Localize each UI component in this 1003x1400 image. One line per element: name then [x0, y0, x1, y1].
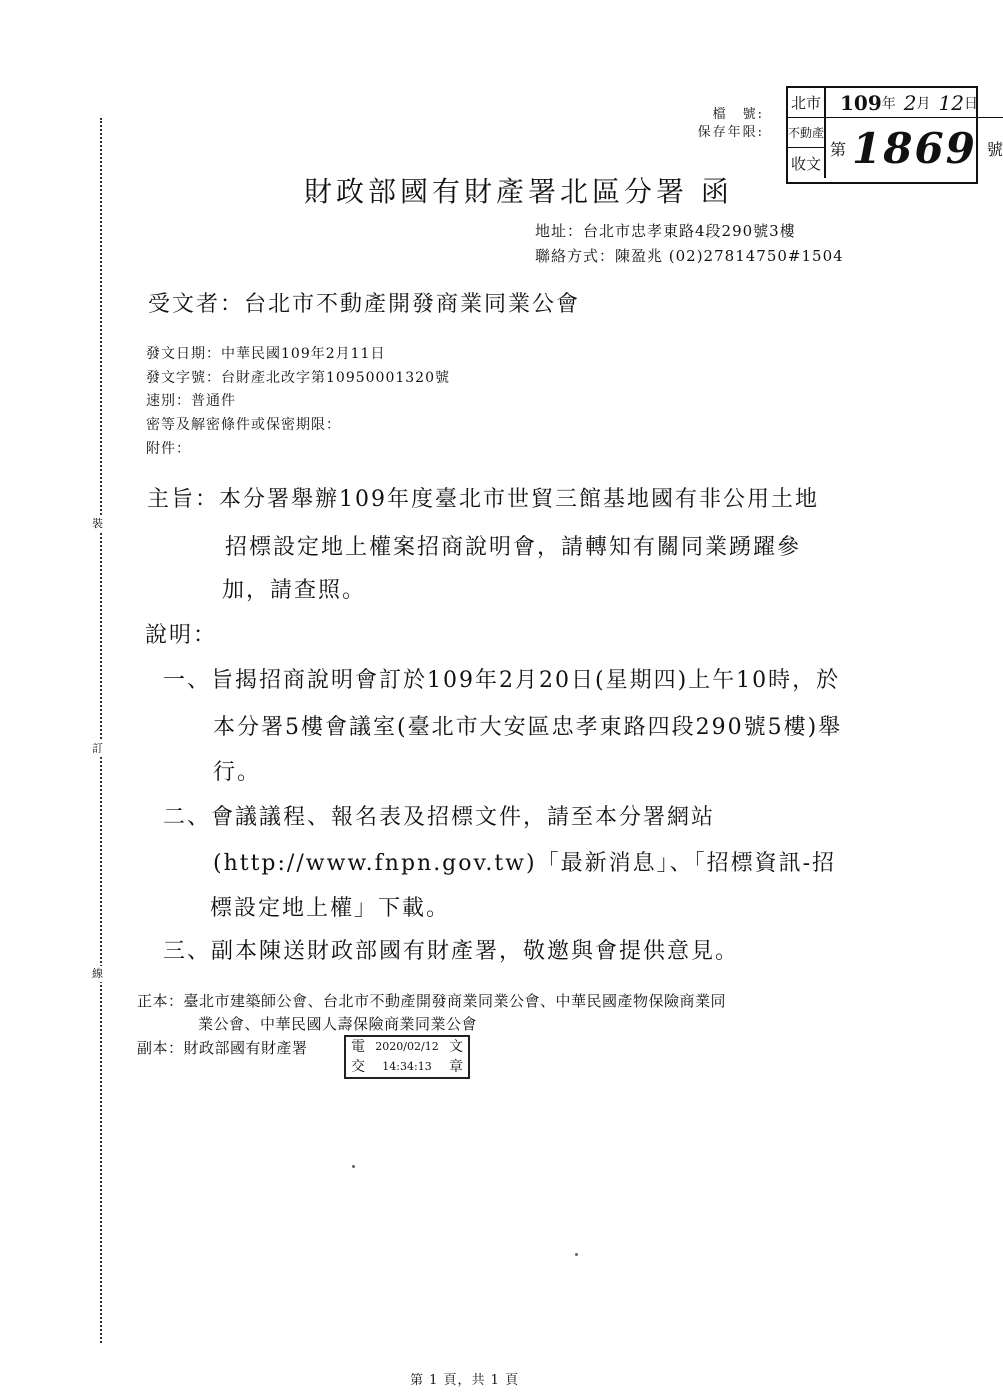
item-2-line-1: 二、會議議程、報名表及招標文件，請至本分署網站 — [163, 805, 716, 830]
subject-line-3: 加，請查照。 — [222, 578, 367, 603]
document-number: 發文字號：台財產北改字第10950001320號 — [146, 370, 450, 386]
copy-recipients: 副本：財政部國有財產署 — [137, 1039, 308, 1057]
item-1-line-3: 行。 — [213, 760, 262, 785]
document-title: 財政部國有財產署北區分署 函 — [304, 175, 733, 208]
stamp-number: 第 1869 號 — [830, 123, 1003, 173]
file-number-label: 檔 號: — [712, 107, 764, 122]
stamp-handwritten-number: 1869 — [852, 123, 977, 173]
secrecy-level: 密等及解密條件或保密期限： — [146, 417, 341, 433]
item-3-line-1: 三、副本陳送財政部國有財產署，敬邀與會提供意見。 — [163, 939, 740, 964]
item-1-line-1: 一、旨揭招商說明會訂於109年2月20日(星期四)上午10時，於 — [163, 668, 841, 693]
item-2-line-2: (http://www.fnpn.gov.tw)「最新消息」、「招標資訊-招 — [213, 851, 837, 876]
item-1-line-2: 本分署5樓會議室(臺北市大安區忠孝東路四段290號5樓)舉 — [213, 715, 843, 740]
recipient: 受文者：台北市不動產開發商業同業公會 — [148, 292, 581, 317]
stamp-org-top: 北市 — [788, 88, 826, 118]
file-meta — [678, 106, 764, 142]
binding-dotted-line — [100, 118, 102, 1343]
electronic-exchange-seal: 電 2020/02/12 文 交 14:34:13 章 — [344, 1035, 470, 1079]
scan-speck — [575, 1253, 578, 1256]
retention-label: 保存年限: — [697, 125, 764, 140]
binding-mark-zhuang: 裝 — [92, 517, 103, 530]
original-recipients-line-1: 正本：臺北市建築師公會、台北市不動產開發商業同業公會、中華民國產物保險商業同 — [137, 992, 727, 1010]
binding-mark-ding: 訂 — [92, 742, 103, 755]
stamp-org-bottom: 收文 — [788, 148, 826, 178]
stamp-date: 109 年 2 月 12 日 — [826, 88, 1003, 118]
issue-date: 發文日期：中華民國109年2月11日 — [146, 346, 386, 362]
receipt-stamp — [786, 86, 1003, 184]
explanation-label: 說明： — [145, 623, 218, 648]
subject-line-1: 主旨：本分署舉辦109年度臺北市世貿三館基地國有非公用土地 — [147, 487, 819, 512]
original-recipients-line-2: 業公會、中華民國人壽保險商業同業公會 — [198, 1015, 478, 1033]
delivery-speed: 速別：普通件 — [146, 393, 236, 409]
sender-contact: 聯絡方式：陳盈兆 (02)27814750#1504 — [535, 247, 844, 265]
item-2-line-3: 標設定地上權」下載。 — [210, 896, 451, 921]
stamp-org-mid: 不動產 — [788, 118, 826, 148]
attachment: 附件： — [146, 441, 191, 457]
binding-mark-xian: 線 — [92, 967, 103, 980]
subject-line-2: 招標設定地上權案招商說明會，請轉知有關同業踴躍參 — [225, 535, 802, 560]
sender-address: 地址：台北市忠孝東路4段290號3樓 — [535, 222, 796, 240]
page-footer: 第 1 頁，共 1 頁 — [410, 1373, 520, 1388]
scan-speck — [352, 1165, 355, 1168]
